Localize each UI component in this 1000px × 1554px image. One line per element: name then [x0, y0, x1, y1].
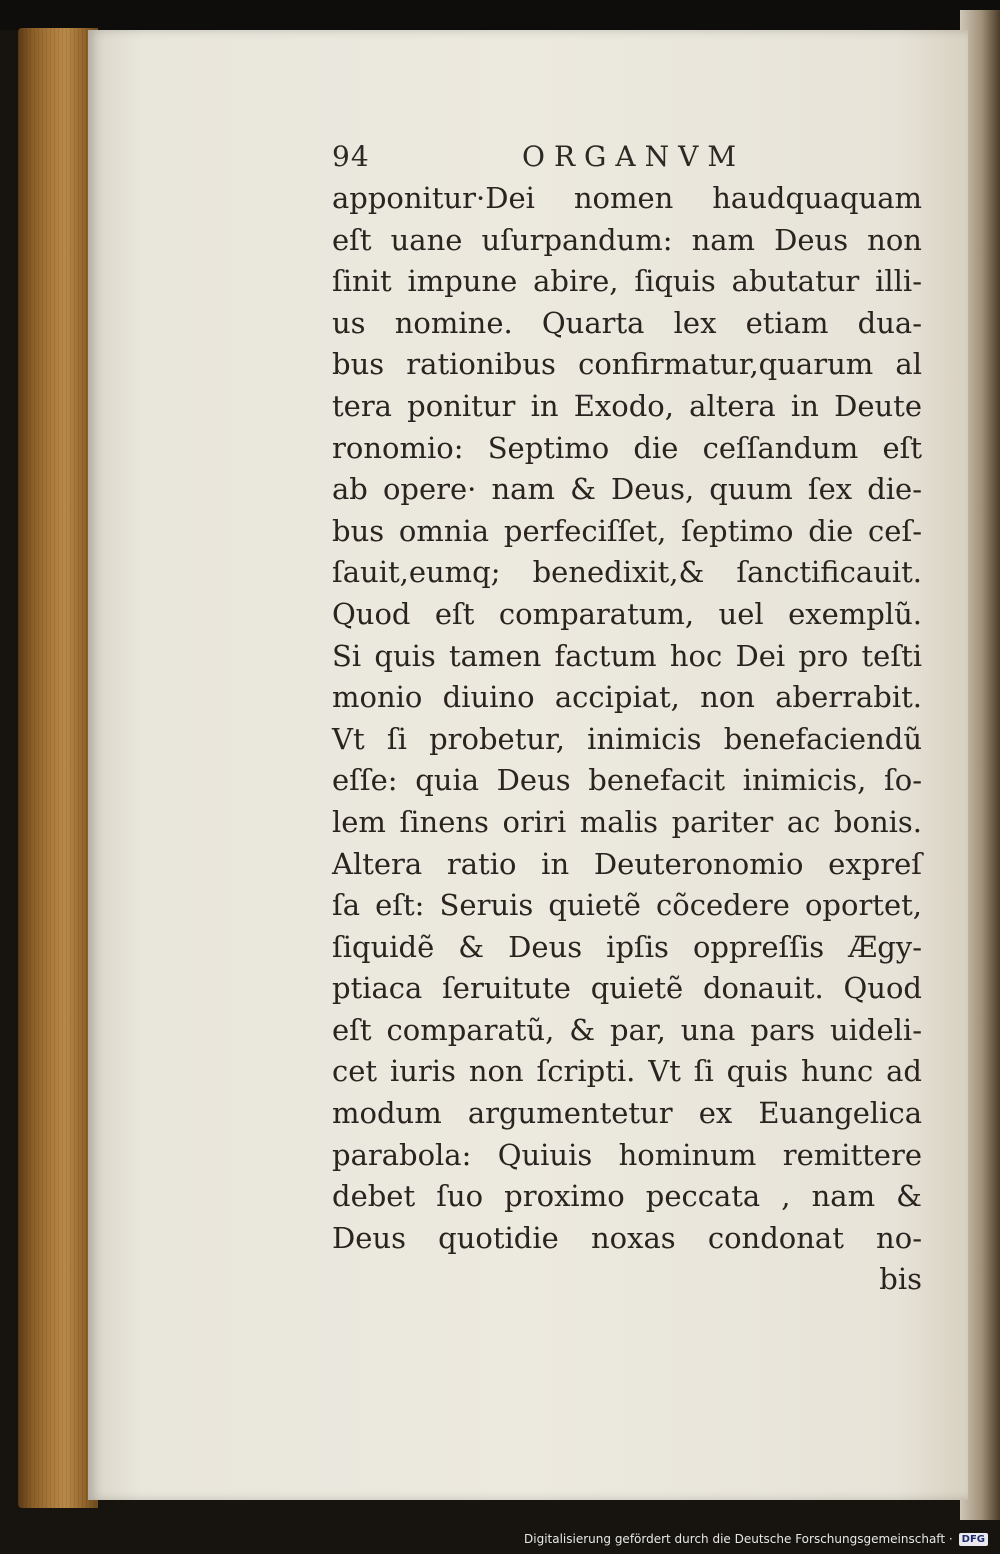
text-line: ſiquidẽ & Deus ipſis oppreſſis Ægy- [332, 929, 922, 964]
text-line: eſt comparatũ, & par, una pars uideli- [332, 1012, 922, 1047]
running-head: ORGANVM [522, 140, 746, 173]
page-header [332, 140, 772, 180]
text-line: eſt uane uſurpandum: nam Deus non [332, 222, 922, 257]
text-line: ſauit,eumq; benedixit,& ſanctificauit. [332, 555, 922, 590]
page-number: 94 [332, 140, 370, 173]
text-line: Deus quotidie noxas condonat no- [332, 1220, 922, 1255]
book-fore-edge [18, 28, 98, 1508]
text-line: bus omnia perfeciſſet, ſeptimo die ceſ- [332, 513, 922, 548]
text-line: eſſe: quia Deus benefacit inimicis, ſo- [332, 763, 922, 798]
text-line: apponitur·Dei nomen haudquaquam [332, 181, 922, 215]
catchword: bis [879, 1262, 922, 1297]
text-line: Quod eſt comparatum, uel exemplũ. [332, 596, 922, 631]
text-line: ſinit impune abire, ſiquis abutatur illi- [332, 264, 922, 299]
body-text [332, 178, 922, 1301]
text-line: us nomine. Quarta lex etiam dua- [332, 305, 922, 340]
footer-credit: Digitalisierung gefördert durch die Deutsche Forschungsgemeinschaft · [524, 1532, 953, 1546]
text-line: ſa eſt: Seruis quietẽ cõcedere oportet, [332, 888, 922, 923]
text-line: Vt ſi probetur, inimicis benefaciendũ [332, 721, 922, 756]
text-line: cet iuris non ſcripti. Vt ſi quis hunc ad [332, 1054, 922, 1089]
text-line: ptiaca ſeruitute quietẽ donauit. Quod [332, 971, 922, 1006]
text-line: parabola: Quiuis hominum remittere [332, 1137, 922, 1172]
scan-background-top [0, 0, 1000, 30]
text-line: lem ſinens oriri malis pariter ac bonis. [332, 804, 922, 839]
digitization-footer [524, 1532, 988, 1546]
text-line: ab opere· nam & Deus, quum ſex die- [332, 472, 922, 507]
text-line: monio diuino accipiat, non aberrabit. [332, 680, 922, 715]
text-line: Altera ratio in Deuteronomio expreſ [332, 846, 922, 881]
dfg-logo: DFG [959, 1533, 988, 1546]
text-line: Si quis tamen factum hoc Dei pro teſti [332, 638, 922, 673]
text-line: tera ponitur in Exodo, altera in Deute [332, 388, 922, 423]
text-line: ronomio: Septimo die ceſſandum eſt [332, 430, 922, 465]
text-line: bus rationibus confirmatur,quarum al [332, 347, 922, 382]
text-line: debet ſuo proximo peccata , nam & [332, 1179, 922, 1214]
text-line: modum argumentetur ex Euangelica [332, 1096, 922, 1131]
